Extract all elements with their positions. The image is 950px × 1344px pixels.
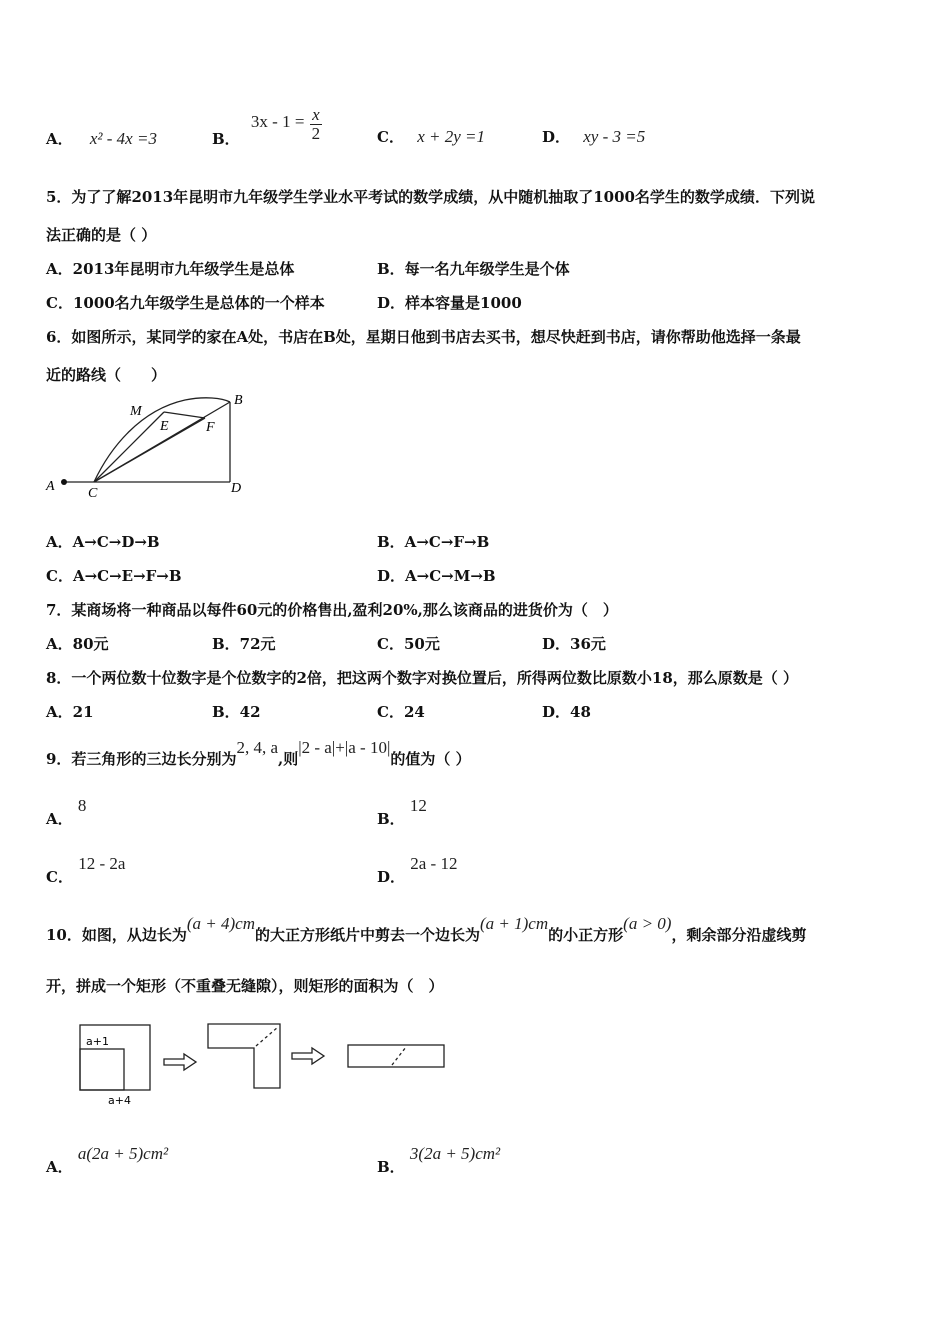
q10-small-side: (a + 1)cm (480, 914, 549, 933)
q6-option-b: B．A→C→F→B (377, 533, 490, 551)
q9-option-a: A． 8 (46, 796, 87, 828)
q4-option-b-fraction: $\frac{x}{2}$ (311, 105, 321, 143)
q10-stem-line2: 开，拼成一个矩形（不重叠无缝隙），则矩形的面积为（ ） (46, 977, 444, 995)
q5-stem-line2: 法正确的是（ ） (46, 226, 157, 244)
q7-option-b: B．72元 (212, 635, 276, 653)
label-b: B (234, 393, 243, 408)
result-rectangle (348, 1045, 444, 1067)
q8-stem: 8．一个两位数十位数字是个位数字的2倍，把这两个数字对换位置后，所得两位数比原数小18，那么原数是（ ） (46, 669, 798, 687)
q8-option-d: D．48 (542, 703, 591, 721)
q8-option-c: C．24 (377, 703, 425, 721)
q6-option-d: D．A→C→M→B (377, 567, 496, 585)
q7-option-c: C．50元 (377, 635, 440, 653)
q4-option-d-expr: xy - 3 =5 (583, 127, 646, 146)
line-e-f (164, 412, 205, 418)
q10-cut-figure (70, 1015, 460, 1110)
cut-line-1 (256, 1027, 278, 1046)
q7-option-a: A．80元 (46, 635, 109, 653)
q10-condition: (a > 0) (623, 914, 672, 933)
label-c: C (88, 486, 98, 501)
q6-stem-line2: 近的路线（ ） (46, 366, 167, 384)
q9-sides: 2, 4, a (236, 738, 278, 757)
q10-option-b: B． 3(2a + 5)cm² (377, 1144, 501, 1176)
q10-big-side: (a + 4)cm (186, 914, 255, 933)
q6-route-figure (40, 388, 260, 503)
q7-stem: 7．某商场将一种商品以每件60元的价格售出,盈利20%,那么该商品的进货价为（ ） (46, 601, 618, 619)
arrow-right-icon (292, 1048, 324, 1064)
q4-option-b: B． 3x - 1 = $\frac{x}{2}$ (212, 105, 321, 148)
small-square (80, 1049, 124, 1090)
q4-option-c-expr: x + 2y =1 (417, 127, 485, 146)
arrow-right-icon (164, 1054, 196, 1070)
label-a-plus-1: a+1 (86, 1035, 109, 1048)
label-a: A (46, 479, 55, 494)
q5-option-b: B．每一名九年级学生是个体 (377, 260, 570, 278)
q7-option-d: D．36元 (542, 635, 606, 653)
q4-option-a-expr: x² - 4x =3 (89, 129, 157, 148)
label-m: M (130, 404, 142, 419)
q10-option-a: A． a(2a + 5)cm² (46, 1144, 169, 1176)
cut-line-2 (392, 1047, 406, 1065)
q9-abs-expression: |2 - a|+|a - 10| (298, 738, 391, 757)
q4-option-b-lhs: 3x - 1 = (250, 112, 305, 131)
label-d: D (231, 481, 242, 496)
label-e: E (160, 419, 169, 434)
q4-option-a: A． x² - 4x =3 (46, 129, 157, 148)
q6-option-c: C．A→C→E→F→B (46, 567, 182, 585)
q5-option-c: C．1000名九年级学生是总体的一个样本 (46, 294, 325, 312)
q9-option-d: D． 2a - 12 (377, 854, 458, 886)
q4-option-c: C． x + 2y =1 (377, 127, 485, 146)
q6-stem-line1: 6．如图所示，某同学的家在A处，书店在B处，星期日他到书店去买书，想尽快赶到书店，请你帮助他选择一条最 (46, 328, 801, 346)
q4-option-d: D． xy - 3 =5 (542, 127, 646, 146)
label-a-plus-4: a+4 (108, 1094, 131, 1107)
point-a-dot (61, 479, 67, 485)
q6-option-a: A．A→C→D→B (46, 533, 160, 551)
q5-stem-line1: 5．为了了解2013年昆明市九年级学生学业水平考试的数学成绩，从中随机抽取了1000名学生的数学成绩．下列说 (46, 188, 815, 206)
label-f: F (206, 420, 215, 435)
line-c-f (94, 418, 205, 482)
q9-option-b: B． 12 (377, 796, 427, 828)
q8-option-b: B．42 (212, 703, 261, 721)
q9-stem: 9．若三角形的三边长分别为2, 4, a,则|2 - a|+|a - 10|的值为（ ） (46, 738, 471, 768)
q8-option-a: A．21 (46, 703, 94, 721)
q5-option-a: A．2013年昆明市九年级学生是总体 (46, 260, 295, 278)
l-shape (208, 1024, 280, 1088)
q9-option-c: C． 12 - 2a (46, 854, 126, 886)
q5-option-d: D．样本容量是1000 (377, 294, 522, 312)
q10-stem-line1: 10．如图，从边长为(a + 4)cm的大正方形纸片中剪去一个边长为(a + 1)cm的小正方形(a > 0)，剩余部分沿虚线剪 (46, 914, 807, 944)
